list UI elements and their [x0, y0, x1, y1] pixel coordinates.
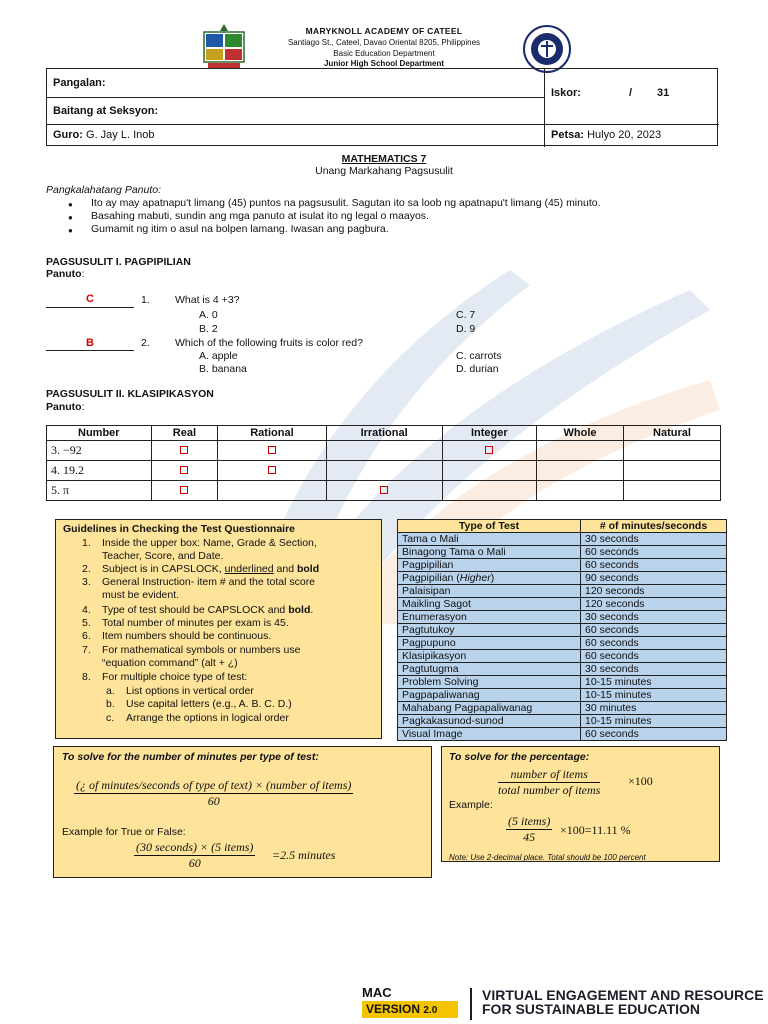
- table-row: Pagpipilian 60 seconds: [398, 559, 727, 572]
- guideline-item: Total number of minutes per exam is 45.: [102, 617, 289, 629]
- check-mark-icon: [268, 466, 276, 474]
- exam-title: Unang Markahang Pagsusulit: [315, 165, 453, 177]
- table-row: [47, 441, 721, 461]
- col-header: # of minutes/seconds: [581, 520, 727, 533]
- table-row: Enumerasyon 30 seconds: [398, 611, 727, 624]
- tagline-line1: VIRTUAL ENGAGEMENT AND RESOURCE: [482, 987, 764, 1003]
- option-b: B. 2: [199, 323, 218, 335]
- panuto-label: Panuto: [46, 268, 82, 280]
- guideline-item: General Instruction- item # and the total score: [102, 576, 316, 588]
- instructions-list: [46, 197, 726, 236]
- date-label: Petsa:: [551, 129, 585, 141]
- check-mark-icon: [268, 446, 276, 454]
- check-mark-icon: [485, 446, 493, 454]
- student-info-box: [46, 68, 718, 146]
- percentage-formula-box: [441, 746, 720, 862]
- guidelines-title: Guidelines in Checking the Test Questionnaire: [63, 523, 296, 535]
- guideline-item: Arrange the options in logical order: [126, 712, 289, 724]
- number-cell: 3. −92: [47, 441, 152, 461]
- guideline-item: Subject is in CAPSLOCK,: [102, 563, 222, 575]
- option-c: C. 7: [456, 309, 476, 321]
- minutes-example-result: =2.5 minutes: [272, 848, 336, 862]
- footer-divider: [470, 988, 472, 1020]
- instruction-item: ● Ito ay may apatnapu't limang (45) puntos na pagsusulit. Sagutan ito sa loob ng apatnapu't limang (45) minuto.: [46, 197, 726, 210]
- table-header-row: [398, 520, 727, 533]
- answer-1: C: [86, 293, 94, 305]
- guideline-item: List options in vertical order: [126, 685, 254, 697]
- option-a: A. apple: [199, 350, 238, 362]
- teacher-label: Guro:: [53, 129, 83, 141]
- guidelines-box: Guidelines in Checking the Test Questionnaire 1. Inside the upper box: Name, Grade & Section, Teacher, Score, and Date. 2. Subject is in CAPSLOCK, underlined and bold 3. General Instruction- item # and the total score must be evident. 4. Type of test should be CAPSLOCK and bold. 5. Total number of minutes per exam is 45. 6. Item numbers should be continuous. 7. For mathematical symbols or numbers use “equation command” (alt + ¿) 8. For multiple choice type of test: a. List options in vertical order b. Use capital letters (e.g., A. B. C. D.) c. Arrange the options in logical order: [55, 519, 382, 739]
- mac-label: MAC: [362, 985, 392, 1000]
- check-mark-icon: [180, 466, 188, 474]
- percentage-times: ×100: [628, 774, 653, 788]
- table-row: Maikling Sagot 120 seconds: [398, 598, 727, 611]
- minutes-formula-title: To solve for the number of minutes per type of test:: [62, 751, 319, 763]
- guideline-item: “equation command” (alt + ¿): [102, 657, 238, 669]
- table-row: Visual Image 60 seconds: [398, 728, 727, 741]
- table-row: Pagpupuno 60 seconds: [398, 637, 727, 650]
- col-header: Type of Test: [398, 520, 581, 533]
- seal-icon: [522, 24, 572, 74]
- percentage-formula-title: To solve for the percentage:: [449, 751, 590, 763]
- department: Basic Education Department: [333, 49, 435, 58]
- score-slash: /: [629, 87, 633, 99]
- minutes-example-label: Example for True or False:: [62, 826, 186, 838]
- sub-department: Junior High School Department: [323, 59, 444, 68]
- guideline-item: Type of test should be CAPSLOCK and: [102, 604, 286, 616]
- table-row: Pagkakasunod-sunod 10-15 minutes: [398, 715, 727, 728]
- table-row: Pagtutugma 30 seconds: [398, 663, 727, 676]
- option-d: D. durian: [456, 363, 499, 375]
- option-d: D. 9: [456, 323, 476, 335]
- table-row: [47, 481, 721, 501]
- table-row: Klasipikasyon 60 seconds: [398, 650, 727, 663]
- instructions-heading: Pangkalahatang Panuto:: [46, 184, 162, 196]
- guideline-item: Inside the upper box: Name, Grade & Section,: [102, 537, 317, 549]
- date-value: Hulyo 20, 2023: [587, 129, 662, 141]
- minutes-formula-box: [53, 746, 432, 878]
- instruction-item: ● Gumamit ng itim o asul na bolpen lamang. Iwasan ang pagbura.: [46, 223, 726, 236]
- check-mark-icon: [180, 486, 188, 494]
- guideline-item: For multiple choice type of test:: [102, 671, 248, 683]
- table-header-row: [47, 426, 721, 441]
- table-row: [47, 461, 721, 481]
- subject-title: MATHEMATICS 7: [341, 153, 427, 165]
- option-a: A. 0: [199, 309, 218, 321]
- col-header: Rational: [218, 426, 326, 441]
- answer-line: [46, 350, 134, 351]
- question-number: 1.: [141, 294, 150, 306]
- version-label: VERSION 2.0: [366, 1002, 438, 1016]
- name-label: Pangalan:: [53, 77, 106, 89]
- col-header: Number: [47, 426, 152, 441]
- question-number: 2.: [141, 337, 150, 349]
- percentage-example-label: Example:: [449, 799, 493, 811]
- percentage-example-result: ×100=11.11 %: [560, 823, 631, 837]
- table-row: Tama o Mali 30 seconds: [398, 533, 727, 546]
- table-row: Pagpipilian (Higher) 90 seconds: [398, 572, 727, 585]
- tagline-line2: FOR SUSTAINABLE EDUCATION: [482, 1001, 701, 1017]
- verse-tagline: [482, 988, 764, 1016]
- col-header: Irrational: [326, 426, 442, 441]
- table-row: Binagong Tama o Mali 60 seconds: [398, 546, 727, 559]
- col-header: Natural: [623, 426, 720, 441]
- number-cell: 4. 19.2: [47, 461, 152, 481]
- table-row: Problem Solving 10-15 minutes: [398, 676, 727, 689]
- answer-2: B: [86, 337, 94, 349]
- question-text: Which of the following fruits is color red?: [175, 337, 363, 349]
- answer-line: [46, 307, 134, 308]
- guideline-item: Item numbers should be continuous.: [102, 630, 272, 642]
- table-row: Palaisipan 120 seconds: [398, 585, 727, 598]
- col-header: Integer: [442, 426, 536, 441]
- date-field: [551, 129, 661, 141]
- section-label: Baitang at Seksyon:: [53, 105, 159, 117]
- option-c: C. carrots: [456, 350, 502, 362]
- guideline-item: Teacher, Score, and Date.: [102, 550, 224, 562]
- minutes-example: (30 seconds) × (5 items) 60: [136, 840, 254, 870]
- percentage-formula: number of items total number of items: [498, 767, 601, 797]
- table-row: Pagtutukoy 60 seconds: [398, 624, 727, 637]
- school-address: Santiago St., Cateel, Davao Oriental 8205, Philippines: [287, 38, 481, 47]
- option-b: B. banana: [199, 363, 247, 375]
- instruction-item: ● Basahing mabuti, sundin ang mga panuto at isulat ito ng legal o maayos.: [46, 210, 726, 223]
- test1-heading: PAGSUSULIT I. PAGPIPILIAN: [46, 256, 191, 268]
- number-cell: 5. π: [47, 481, 152, 501]
- col-header: Real: [151, 426, 218, 441]
- question-text: What is 4 +3?: [175, 294, 240, 306]
- minutes-formula: (¿ of minutes/seconds of type of text) × (number of items) 60: [76, 778, 352, 808]
- teacher-field: [53, 129, 155, 141]
- percentage-note: Note: Use 2-decimal place. Total should be 100 percent: [449, 853, 646, 862]
- panuto-label: Panuto: [46, 401, 82, 413]
- percentage-example: (5 items) 45: [508, 814, 551, 844]
- table-row: Pagpapaliwanag 10-15 minutes: [398, 689, 727, 702]
- check-mark-icon: [180, 446, 188, 454]
- col-header: Whole: [537, 426, 624, 441]
- type-of-test-table: [397, 519, 727, 741]
- guideline-item: must be evident.: [102, 589, 180, 601]
- guideline-item: Use capital letters (e.g., A. B. C. D.): [126, 698, 292, 710]
- test1-directions: Panuto:: [46, 268, 85, 280]
- school-name: MARYKNOLL ACADEMY OF CATEEL: [305, 26, 463, 36]
- score-label: Iskor:: [551, 87, 581, 99]
- check-mark-icon: [380, 486, 388, 494]
- table-row: Mahabang Pagpapaliwanag 30 minutes: [398, 702, 727, 715]
- test2-directions: Panuto:: [46, 401, 85, 413]
- teacher-value: G. Jay L. Inob: [86, 129, 155, 141]
- score-total: 31: [657, 87, 670, 99]
- test2-heading: PAGSUSULIT II. KLASIPIKASYON: [46, 388, 214, 400]
- guideline-item: For mathematical symbols or numbers use: [102, 644, 301, 656]
- classification-table: [46, 425, 721, 501]
